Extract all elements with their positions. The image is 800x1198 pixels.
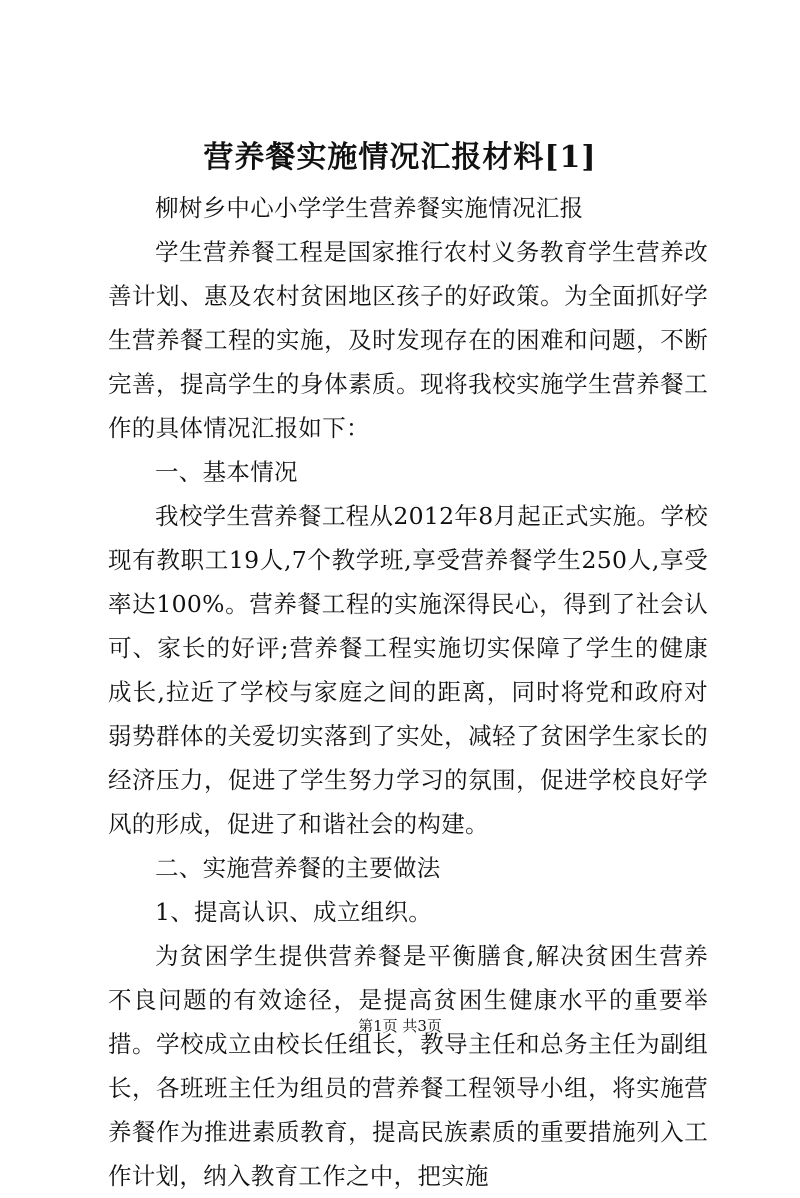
paragraph-basic-situation: 我校学生营养餐工程从2012年8月起正式实施。学校现有教职工19人,7个教学班,享受营养餐学生250人,享受率达100%。营养餐工程的实施深得民心，得到了社会认可、家长的好评;营养餐工程实施切实保障了学生的健康成长,拉近了学校与家庭之间的距离，同时将党和政府对弱势群体的关爱切实落到了实处，减轻了贫困学生家长的经济压力，促进了学生努力学习的氛围，促进学校良好学风的形成，促进了和谐社会的构建。: [108, 502, 708, 838]
paragraph-subtitle: 柳树乡中心小学学生营养餐实施情况汇报: [155, 194, 584, 222]
document-body: [108, 186, 708, 1198]
page-footer: 第1页 共3页: [358, 1017, 442, 1035]
subsection-heading-organization: 1、提高认识、成立组织。: [155, 898, 433, 926]
section-heading-basic-situation: 一、基本情况: [155, 458, 298, 486]
paragraph-intro: 学生营养餐工程是国家推行农村义务教育学生营养改善计划、惠及农村贫困地区孩子的好政策。为全面抓好学生营养餐工程的实施，及时发现存在的困难和问题，不断完善，提高学生的身体素质。现将我校实施学生营养餐工作的具体情况汇报如下：: [108, 238, 708, 442]
paragraph-organization: 为贫困学生提供营养餐是平衡膳食,解决贫困生营养不良问题的有效途径，是提高贫困生健康水平的重要举措。学校成立由校长任组长，教导主任和总务主任为副组长，各班班主任为组员的营养餐工程领导小组，将实施营养餐作为推进素质教育，提高民族素质的重要措施列入工作计划，纳入教育工作之中，把实施: [108, 942, 708, 1190]
section-heading-main-practices: 二、实施营养餐的主要做法: [155, 854, 441, 882]
document-title: 营养餐实施情况汇报材料[1]: [203, 140, 597, 175]
